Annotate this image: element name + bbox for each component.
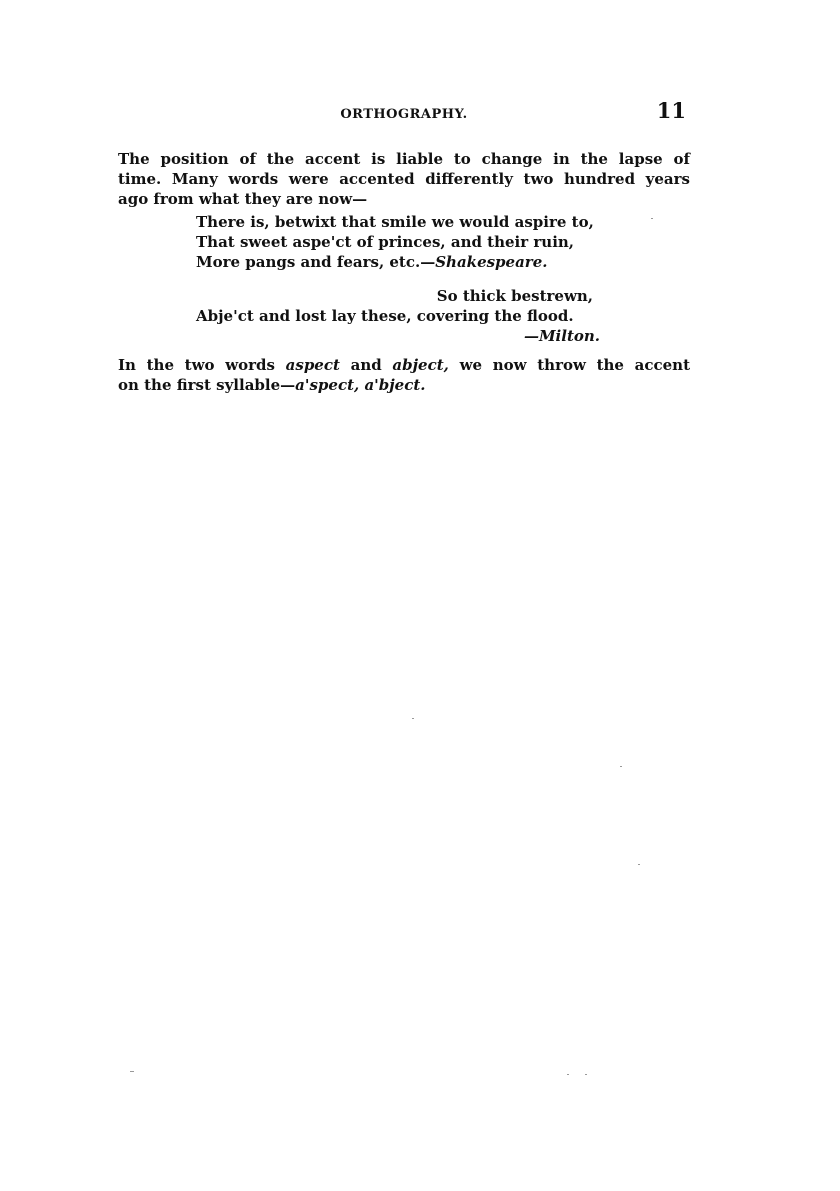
page-number: 11: [656, 98, 686, 123]
example-word: abject,: [392, 356, 449, 374]
scan-speck: [412, 718, 414, 719]
paragraph-line: ago from what they are now—: [118, 190, 368, 208]
example-words: a'spect, a'bject.: [295, 376, 426, 394]
quote-attribution: Shakespeare.: [435, 253, 548, 271]
verse-line: More pangs and fears, etc.—: [196, 253, 436, 271]
quote-attribution: —Milton.: [523, 327, 600, 345]
scan-speck: [651, 218, 653, 219]
paragraph-accent-change: [118, 149, 690, 209]
text-run: In the two words: [118, 356, 286, 374]
verse-line-with-attribution: [196, 252, 594, 272]
text-run: we now throw the accent: [448, 356, 690, 374]
running-head: [118, 98, 690, 128]
running-title: ORTHOGRAPHY.: [340, 107, 468, 122]
paragraph-line: [118, 355, 690, 375]
example-word: aspect: [285, 356, 340, 374]
verse-line: So thick bestrewn,: [436, 287, 593, 305]
scan-speck: [585, 1074, 587, 1075]
scan-speck: [567, 1074, 569, 1075]
verse-line: There is, betwixt that smile we would aspire to,: [196, 213, 594, 231]
scan-speck: [620, 766, 622, 767]
paragraph-line: The position of the accent is liable to change in the lapse of: [118, 150, 690, 168]
milton-quote: [196, 286, 600, 346]
paragraph-line: time. Many words were accented differently two hundred years: [118, 170, 690, 188]
scan-speck: [638, 864, 640, 865]
text-run: on the first syllable—: [118, 376, 296, 394]
shakespeare-quote: [196, 212, 594, 272]
verse-line: Abje'ct and lost lay these, covering the flood.: [196, 307, 574, 325]
text-run: and: [339, 356, 393, 374]
scan-speck: [130, 1071, 134, 1072]
paragraph-line: [118, 375, 690, 395]
verse-line: That sweet aspe'ct of princes, and their ruin,: [196, 233, 575, 251]
paragraph-aspect-abject: [118, 355, 690, 395]
